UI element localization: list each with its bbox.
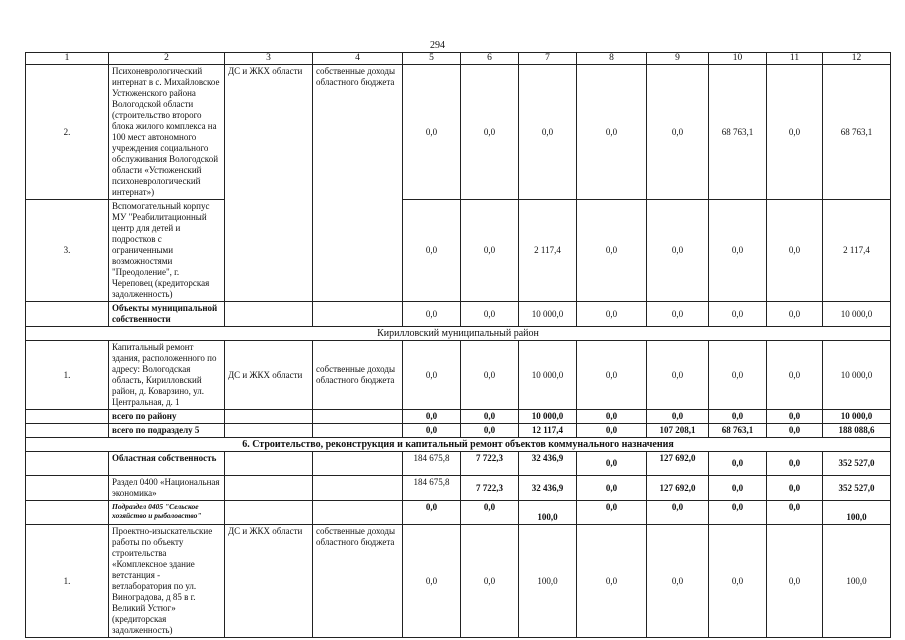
- object-name: Областная собственность: [109, 452, 225, 476]
- col-header: 5: [403, 53, 461, 65]
- object-name: Вспомогательный корпус МУ "Реабилитационный центр для детей и подростков с ограниченными возможностями "Преодоление", г. Череповец (кредиторская задолженность): [109, 200, 225, 302]
- value-cell: 7 722,3: [461, 476, 519, 501]
- value-cell: 0,0: [767, 200, 823, 302]
- value-cell: 7 722,3: [461, 452, 519, 476]
- value-cell: 100,0: [823, 501, 891, 525]
- value-cell: 100,0: [519, 525, 577, 638]
- value-cell: 10 000,0: [823, 410, 891, 424]
- subtotal-label: всего по району: [109, 410, 225, 424]
- value-cell: 0,0: [577, 341, 647, 410]
- value-cell: 0,0: [647, 501, 709, 525]
- customer-cell: ДС и ЖКХ области: [225, 65, 313, 302]
- value-cell: 0,0: [767, 302, 823, 327]
- value-cell: 0,0: [647, 200, 709, 302]
- value-cell: 0,0: [577, 302, 647, 327]
- row-number: 1.: [26, 341, 109, 410]
- col-header: 10: [709, 53, 767, 65]
- value-cell: 0,0: [709, 410, 767, 424]
- value-cell: 0,0: [767, 501, 823, 525]
- value-cell: 2 117,4: [823, 200, 891, 302]
- value-cell: 0,0: [647, 525, 709, 638]
- value-cell: 0,0: [709, 341, 767, 410]
- value-cell: 0,0: [577, 65, 647, 200]
- customer-cell: ДС и ЖКХ области: [225, 341, 313, 410]
- value-cell: 100,0: [823, 525, 891, 638]
- value-cell: 0,0: [461, 410, 519, 424]
- table-row: [26, 327, 891, 341]
- value-cell: 0,0: [577, 452, 647, 476]
- value-cell: 68 763,1: [709, 65, 767, 200]
- value-cell: 32 436,9: [519, 476, 577, 501]
- value-cell: 0,0: [403, 410, 461, 424]
- value-cell: 0,0: [709, 501, 767, 525]
- value-cell: 0,0: [767, 410, 823, 424]
- value-cell: 0,0: [647, 410, 709, 424]
- table-row: [26, 438, 891, 452]
- value-cell: 0,0: [709, 476, 767, 501]
- value-cell: 0,0: [577, 424, 647, 438]
- col-header: 3: [225, 53, 313, 65]
- value-cell: 188 088,6: [823, 424, 891, 438]
- table-row: [26, 452, 891, 476]
- value-cell: 352 527,0: [823, 476, 891, 501]
- table-row: [26, 302, 891, 327]
- value-cell: 68 763,1: [709, 424, 767, 438]
- col-header: 6: [461, 53, 519, 65]
- value-cell: 184 675,8: [403, 452, 461, 476]
- value-cell: 0,0: [577, 476, 647, 501]
- col-header: 11: [767, 53, 823, 65]
- value-cell: 0,0: [461, 424, 519, 438]
- value-cell: 184 675,8: [403, 476, 461, 501]
- table-row: [26, 200, 891, 302]
- value-cell: 0,0: [709, 525, 767, 638]
- value-cell: 0,0: [461, 200, 519, 302]
- value-cell: 100,0: [519, 501, 577, 525]
- value-cell: 10 000,0: [519, 410, 577, 424]
- value-cell: 0,0: [709, 200, 767, 302]
- row-number: 2.: [26, 65, 109, 200]
- value-cell: 0,0: [647, 341, 709, 410]
- row-number: 1.: [26, 525, 109, 638]
- value-cell: 0,0: [403, 302, 461, 327]
- funding-source-cell: собственные доходы областного бюджета: [313, 65, 403, 302]
- value-cell: 0,0: [461, 65, 519, 200]
- value-cell: 127 692,0: [647, 476, 709, 501]
- value-cell: 0,0: [577, 501, 647, 525]
- value-cell: 0,0: [403, 200, 461, 302]
- table-row: [26, 525, 891, 638]
- value-cell: 0,0: [403, 525, 461, 638]
- value-cell: 0,0: [577, 525, 647, 638]
- value-cell: 0,0: [519, 65, 577, 200]
- value-cell: 0,0: [767, 341, 823, 410]
- table-row: [26, 410, 891, 424]
- value-cell: 10 000,0: [519, 341, 577, 410]
- col-header: 1: [26, 53, 109, 65]
- value-cell: 0,0: [709, 302, 767, 327]
- table-row: [26, 424, 891, 438]
- value-cell: 0,0: [577, 200, 647, 302]
- value-cell: 0,0: [647, 302, 709, 327]
- value-cell: 0,0: [767, 525, 823, 638]
- section-heading: 6. Строительство, реконструкция и капитальный ремонт объектов коммунального назначения: [26, 438, 891, 452]
- table-row: [26, 65, 891, 200]
- value-cell: 0,0: [461, 341, 519, 410]
- object-name: Психоневрологический интернат в с. Михайловское Устюженского района Вологодской области (строительство второго блока жилого комплекса на 100 мест автономного учреждения социального обслуживания Вологодской области «Устюженский психоневрологический интернат»): [109, 65, 225, 200]
- col-header: 7: [519, 53, 577, 65]
- value-cell: 0,0: [767, 452, 823, 476]
- funding-source-cell: собственные доходы областного бюджета: [313, 525, 403, 638]
- value-cell: 0,0: [403, 424, 461, 438]
- value-cell: 0,0: [767, 476, 823, 501]
- object-name: Раздел 0400 «Национальная экономика»: [109, 476, 225, 501]
- value-cell: 352 527,0: [823, 452, 891, 476]
- object-name: Объекты муниципальной собственности: [109, 302, 225, 327]
- table-row: [26, 501, 891, 525]
- value-cell: 0,0: [403, 501, 461, 525]
- value-cell: 0,0: [461, 525, 519, 638]
- value-cell: 107 208,1: [647, 424, 709, 438]
- col-header: 8: [577, 53, 647, 65]
- value-cell: 2 117,4: [519, 200, 577, 302]
- subtotal-label: всего по подразделу 5: [109, 424, 225, 438]
- value-cell: 68 763,1: [823, 65, 891, 200]
- district-heading: Кирилловский муниципальный район: [26, 327, 891, 341]
- col-header: 4: [313, 53, 403, 65]
- value-cell: 0,0: [461, 302, 519, 327]
- col-header: 2: [109, 53, 225, 65]
- col-header: 12: [823, 53, 891, 65]
- value-cell: 10 000,0: [519, 302, 577, 327]
- funding-source-cell: собственные доходы областного бюджета: [313, 341, 403, 410]
- page-number: 294: [430, 40, 445, 51]
- value-cell: 0,0: [767, 424, 823, 438]
- column-header-row: [26, 53, 891, 65]
- customer-cell: ДС и ЖКХ области: [225, 525, 313, 638]
- value-cell: 0,0: [709, 452, 767, 476]
- budget-table: [25, 52, 891, 638]
- value-cell: 0,0: [647, 65, 709, 200]
- table-row: [26, 341, 891, 410]
- value-cell: 10 000,0: [823, 302, 891, 327]
- table-row: [26, 476, 891, 501]
- row-number: 3.: [26, 200, 109, 302]
- col-header: 9: [647, 53, 709, 65]
- value-cell: 12 117,4: [519, 424, 577, 438]
- value-cell: 127 692,0: [647, 452, 709, 476]
- value-cell: 32 436,9: [519, 452, 577, 476]
- value-cell: 0,0: [403, 341, 461, 410]
- value-cell: 0,0: [767, 65, 823, 200]
- value-cell: 0,0: [403, 65, 461, 200]
- object-name: Капитальный ремонт здания, расположенного по адресу: Вологодская область, Кирилловский район, д. Коварзино, ул. Центральная, д. 1: [109, 341, 225, 410]
- value-cell: 0,0: [461, 501, 519, 525]
- object-name: Проектно-изыскательские работы по объекту строительства «Комплексное здание ветстанция - ветлаборатория по ул. Виноградова, д 85 в г. Великий Устюг» (кредиторская задолженность): [109, 525, 225, 638]
- object-name: Подраздел 0405 "Сельское хозяйство и рыболовство": [109, 501, 225, 525]
- value-cell: 0,0: [577, 410, 647, 424]
- value-cell: 10 000,0: [823, 341, 891, 410]
